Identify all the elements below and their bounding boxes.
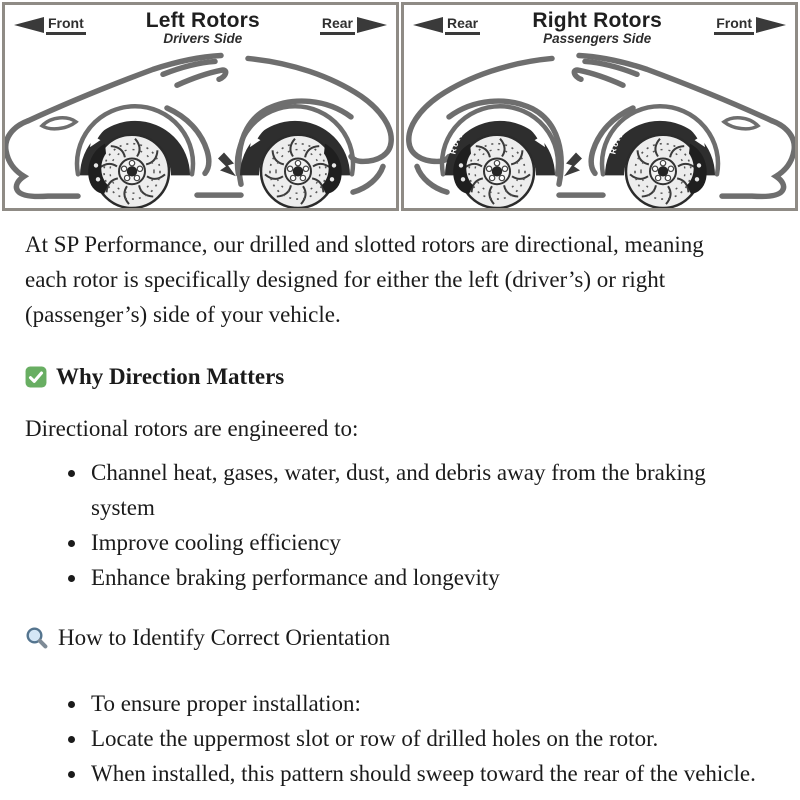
- list-item: • Improve cooling efficiency: [88, 525, 766, 560]
- rotation-label: Rotation: [290, 108, 335, 134]
- list-item: • Channel heat, gases, water, dust, and debris away from the braking system: [88, 455, 766, 525]
- panel-subtitle: Drivers Side: [163, 30, 243, 46]
- right-rear-wheel-rotor: [442, 106, 558, 208]
- panel-subtitle: Passengers Side: [543, 30, 652, 46]
- engineered-benefits-list: [25, 455, 766, 595]
- rear-label: Rear: [320, 15, 355, 35]
- rotation-label: Rotation: [608, 114, 641, 155]
- panel-title: Right Rotors: [532, 9, 662, 32]
- check-mark-icon: [25, 366, 47, 388]
- rear-label: Rear: [445, 15, 480, 35]
- article-body: [0, 211, 800, 791]
- intro-paragraph: At SP Performance, our drilled and slotted rotors are directional, meaning each rotor is specifically designed for either the left (driver’s) or right (passenger’s) side of your vehicle.: [25, 232, 704, 327]
- rotation-label: Rotation: [130, 108, 175, 134]
- rotation-label: Rotation: [448, 114, 481, 155]
- heading-text: How to Identify Correct Orientation: [58, 625, 391, 650]
- left-rotors-panel: [2, 2, 399, 211]
- left-car-illustration: [5, 5, 396, 208]
- heading-text: Why Direction Matters: [56, 364, 285, 389]
- heading-why-direction-matters: [25, 359, 775, 394]
- list-item: • To ensure proper installation:: [88, 686, 766, 721]
- right-front-wheel-rotor: [602, 106, 718, 208]
- left-front-wheel-rotor: [77, 106, 193, 208]
- rotor-direction-figure: [0, 0, 800, 211]
- list-item: • Enhance braking performance and longevity: [88, 560, 766, 595]
- right-car-illustration: [404, 5, 795, 208]
- front-label: Front: [714, 15, 754, 35]
- installation-steps-list: [25, 686, 766, 791]
- magnifying-glass-icon: [25, 626, 49, 650]
- left-rear-wheel-rotor: [237, 106, 353, 208]
- lead-sentence: Directional rotors are engineered to:: [25, 416, 359, 441]
- right-rotors-panel: [401, 2, 798, 211]
- list-item: • When installed, this pattern should sweep toward the rear of the vehicle.: [88, 756, 766, 791]
- list-item: • Locate the uppermost slot or row of drilled holes on the rotor.: [88, 721, 766, 756]
- heading-identify-orientation: [25, 620, 775, 655]
- panel-title: Left Rotors: [145, 9, 260, 32]
- front-label: Front: [46, 15, 86, 35]
